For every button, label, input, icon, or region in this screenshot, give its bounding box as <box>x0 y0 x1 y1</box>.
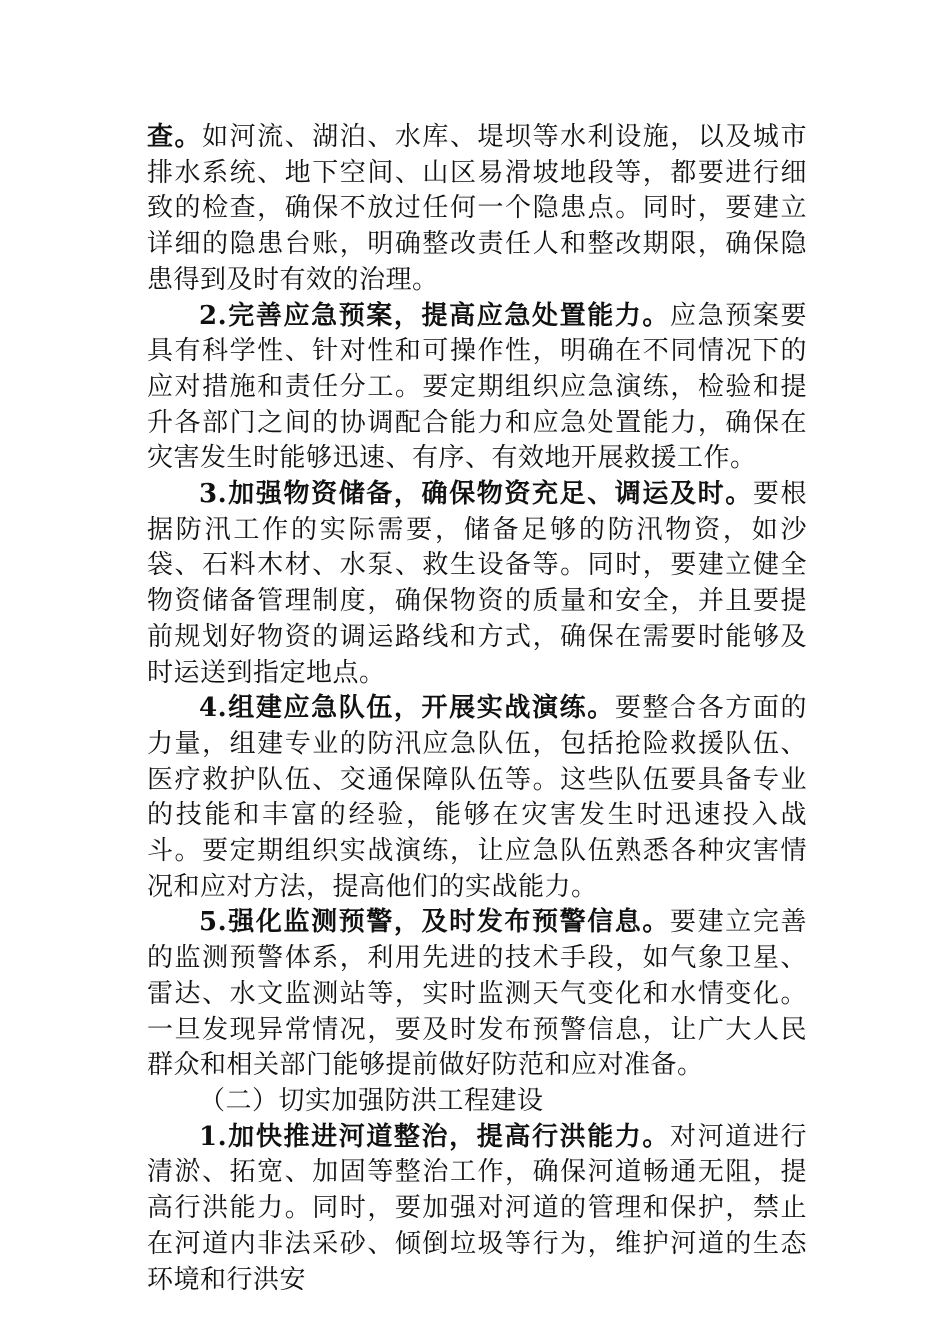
paragraph-lead: 2.完善应急预案，提高应急处置能力。 <box>199 300 671 331</box>
paragraph-emergency-team <box>147 691 807 905</box>
paragraph-body: 要建立完善的监测预警体系，利用先进的技术手段，如气象卫星、雷达、水文监测站等，实时监测天气变化和水情变化。一旦发现异常情况，要及时发布预警信息，让广大人民群众和相关部门能够提前做好防范和应对准备。 <box>147 907 807 1081</box>
document-page <box>147 120 807 1298</box>
paragraph-body: 对河道进行清淤、拓宽、加固等整治工作，确保河道畅通无阻，提高行洪能力。同时，要加强对河道的管理和保护，禁止在河道内非法采砂、倾倒垃圾等行为，维护河道的生态环境和行洪安 <box>147 1121 807 1295</box>
paragraph-lead: 查。 <box>147 122 203 152</box>
section-heading: （二）切实加强防洪工程建设 <box>199 1085 544 1116</box>
paragraph-body: 应急预案要具有科学性、针对性和可操作性，明确在不同情况下的应对措施和责任分工。要定期组织应急演练，检验和提升各部门之间的协调配合能力和应急处置能力，确保在灾害发生时能够迅速、有序、有效地开展救援工作。 <box>147 300 807 474</box>
paragraph-body: 要整合各方面的力量，组建专业的防汛应急队伍，包括抢险救援队伍、医疗救护队伍、交通保障队伍等。这些队伍要具备专业的技能和丰富的经验，能够在灾害发生时迅速投入战斗。要定期组织实战演练，让应急队伍熟悉各种灾害情况和应对方法，提高他们的实战能力。 <box>147 693 807 902</box>
paragraph-monitoring-warning <box>147 905 807 1084</box>
paragraph-body: 要根据防汛工作的实际需要，储备足够的防汛物资，如沙袋、石料木材、水泵、救生设备等。同时，要建立健全物资储备管理制度，确保物资的质量和安全，并且要提前规划好物资的调运路线和方式，确保在需要时能够及时运送到指定地点。 <box>147 479 807 688</box>
paragraph-lead: 3.加强物资储备，确保物资充足、调运及时。 <box>199 479 753 510</box>
paragraph-lead: 5.强化监测预警，及时发布预警信息。 <box>199 907 671 938</box>
paragraph-lead: 1.加快推进河道整治，提高行洪能力。 <box>199 1121 671 1152</box>
paragraph-emergency-plan <box>147 299 807 478</box>
paragraph-continuation <box>147 120 807 299</box>
paragraph-lead: 4.组建应急队伍，开展实战演练。 <box>199 693 615 724</box>
paragraph-body: 如河流、湖泊、水库、堤坝等水利设施，以及城市排水系统、地下空间、山区易滑坡地段等，都要进行细致的检查，确保不放过任何一个隐患点。同时，要建立详细的隐患台账，明确整改责任人和整改期限，确保隐患得到及时有效的治理。 <box>147 122 807 295</box>
paragraph-river-regulation <box>147 1120 807 1299</box>
paragraph-material-reserve <box>147 477 807 691</box>
